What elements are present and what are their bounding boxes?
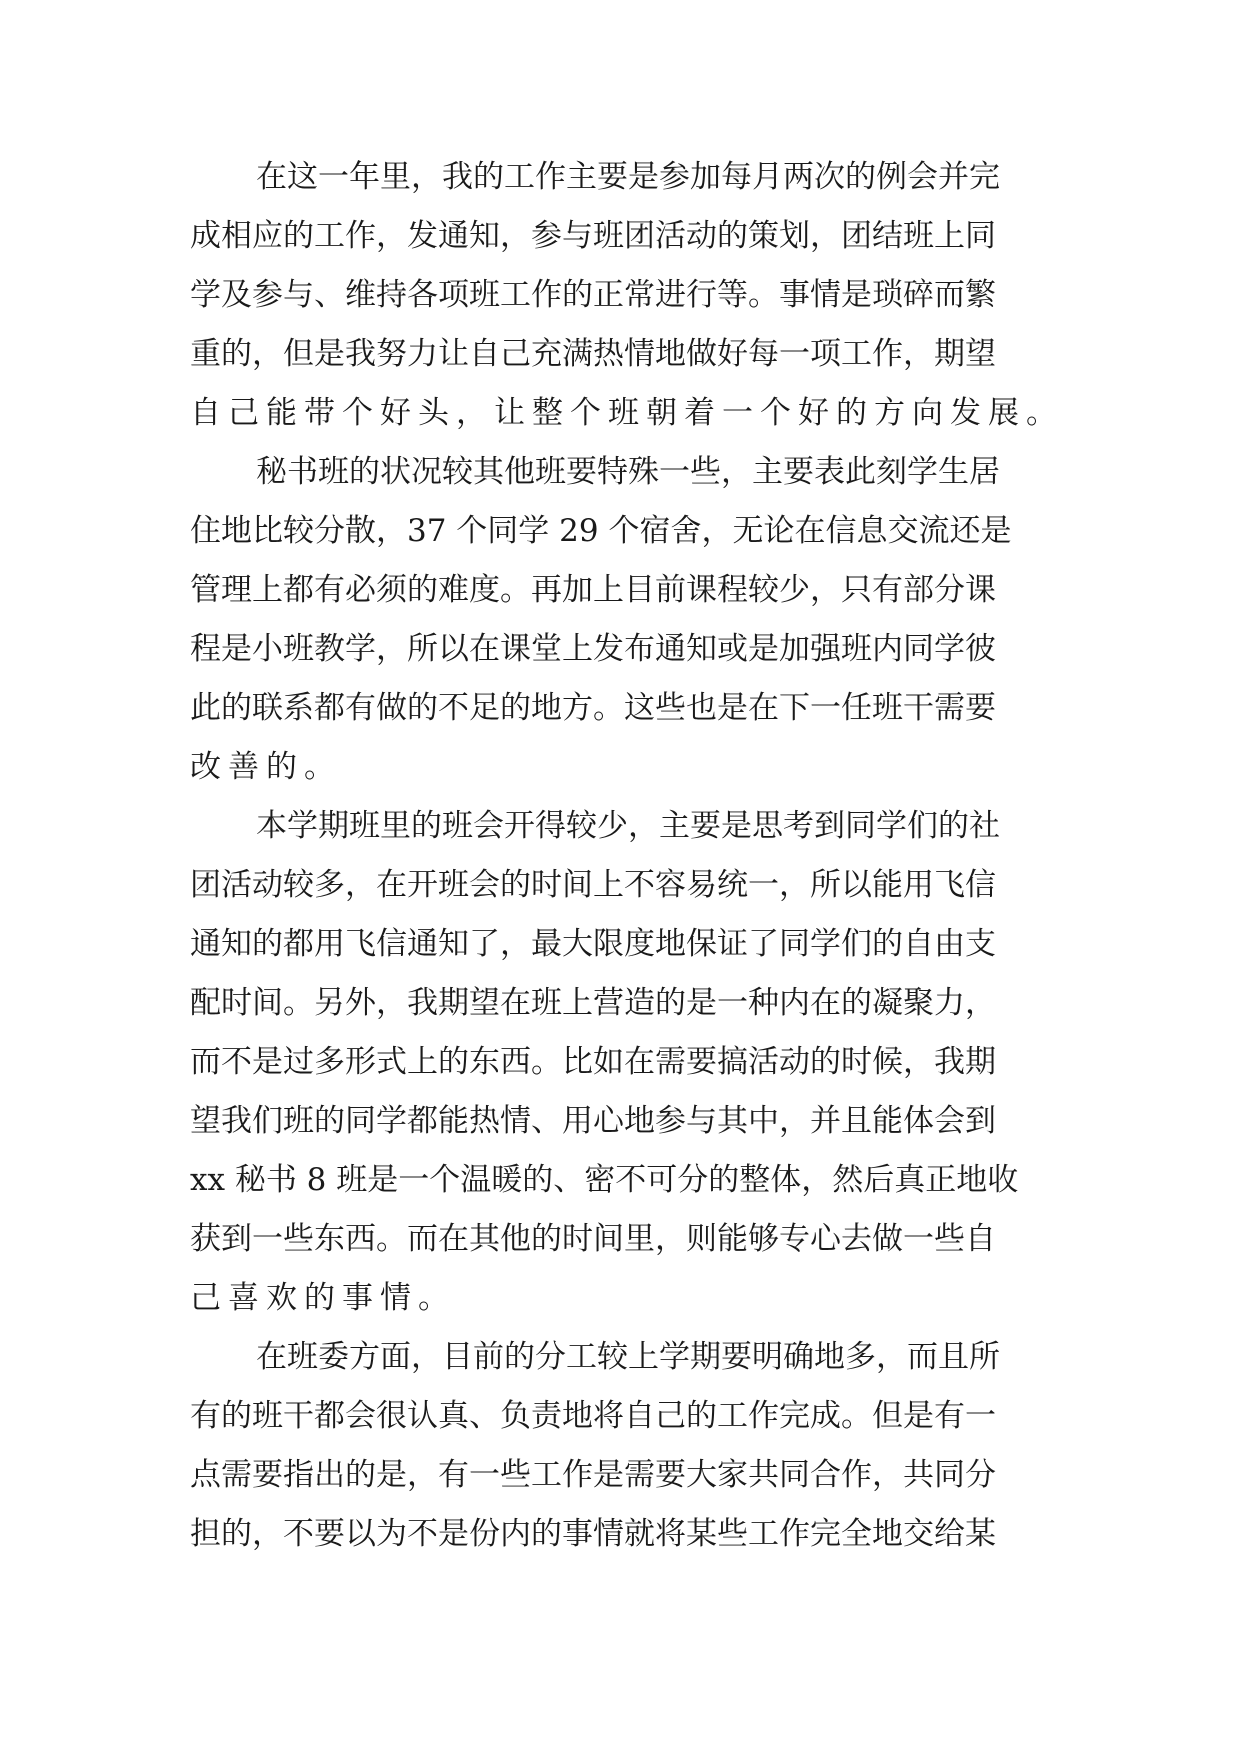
paragraph-line: 通知的都用飞信通知了，最大限度地保证了同学们的自由支 [190,926,996,962]
paragraph-line: 本学期班里的班会开得较少，主要是思考到同学们的社 [256,808,1000,844]
paragraph-line: 秘书班的状况较其他班要特殊一些，主要表此刻学生居 [256,454,1000,490]
paragraph-line: 此的联系都有做的不足的地方。这些也是在下一任班干需要 [190,690,996,726]
paragraph-line: 获到一些东西。而在其他的时间里，则能够专心去做一些自 [190,1221,996,1257]
paragraph-line: 己喜欢的事情。 [190,1280,456,1316]
paragraph-line: 配时间。另外，我期望在班上营造的是一种内在的凝聚力， [190,985,996,1021]
paragraph-line: 自己能带个好头，让整个班朝着一个好的方向发展。 [190,395,1064,431]
paragraph-line: 担的，不要以为不是份内的事情就将某些工作完全地交给某 [190,1516,996,1552]
paragraph-line: 有的班干都会很认真、负责地将自己的工作完成。但是有一 [190,1398,996,1434]
paragraph-line: 程是小班教学，所以在课堂上发布通知或是加强班内同学彼 [190,631,996,667]
paragraph-line: 在班委方面，目前的分工较上学期要明确地多，而且所 [256,1339,1000,1375]
paragraph-line: 重的，但是我努力让自己充满热情地做好每一项工作，期望 [190,336,996,372]
paragraph-line: xx 秘书 8 班是一个温暖的、密不可分的整体，然后真正地收 [190,1162,1019,1198]
paragraph-line: 望我们班的同学都能热情、用心地参与其中，并且能体会到 [190,1103,996,1139]
paragraph-line: 成相应的工作，发通知，参与班团活动的策划，团结班上同 [190,218,996,254]
paragraph-line: 管理上都有必须的难度。再加上目前课程较少，只有部分课 [190,572,996,608]
paragraph-line: 而不是过多形式上的东西。比如在需要搞活动的时候，我期 [190,1044,996,1080]
paragraph-line: 团活动较多，在开班会的时间上不容易统一，所以能用飞信 [190,867,996,903]
document-body [190,155,1064,1571]
paragraph-line: 改善的。 [190,749,342,785]
paragraph-line: 住地比较分散，37 个同学 29 个宿舍，无论在信息交流还是 [190,513,1012,549]
paragraph-line: 点需要指出的是，有一些工作是需要大家共同合作，共同分 [190,1457,996,1493]
paragraph-line: 学及参与、维持各项班工作的正常进行等。事情是琐碎而繁 [190,277,996,313]
paragraph-line: 在这一年里，我的工作主要是参加每月两次的例会并完 [256,159,1000,195]
